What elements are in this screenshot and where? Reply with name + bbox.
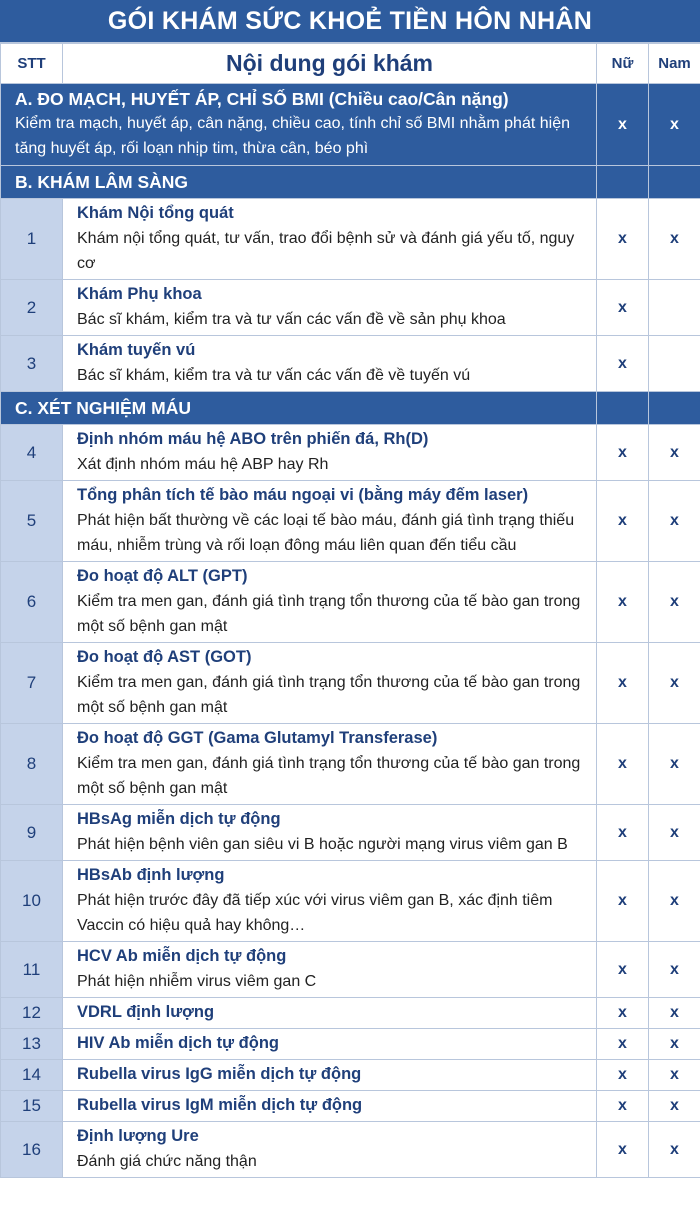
table-row — [1, 1122, 700, 1178]
row-female-mark: x — [597, 805, 649, 861]
section-a-title: A. ĐO MẠCH, HUYẾT ÁP, CHỈ SỐ BMI (Chiều cao/Cân nặng) — [15, 89, 509, 109]
row-male-mark: x — [649, 1029, 700, 1060]
row-name: HBsAb định lượng — [77, 866, 225, 884]
row-number: 9 — [1, 805, 63, 861]
row-desc: Xát định nhóm máu hệ ABP hay Rh — [77, 456, 329, 473]
row-content — [63, 425, 597, 481]
row-number: 5 — [1, 481, 63, 562]
row-male-mark: x — [649, 942, 700, 998]
row-desc: Kiểm tra men gan, đánh giá tình trạng tổn thương của tế bào gan trong một số bệnh gan mật — [77, 755, 581, 797]
row-name: Khám Nội tổng quát — [77, 204, 234, 222]
row-female-mark: x — [597, 481, 649, 562]
section-a-cell — [1, 84, 597, 166]
row-name: Rubella virus IgG miễn dịch tự động — [77, 1065, 362, 1083]
row-name: HBsAg miễn dịch tự động — [77, 810, 281, 828]
row-name: Định lượng Ure — [77, 1127, 199, 1145]
row-content — [63, 199, 597, 280]
header-female: Nữ — [597, 44, 649, 84]
row-number: 16 — [1, 1122, 63, 1178]
row-name: Đo hoạt độ ALT (GPT) — [77, 567, 248, 585]
row-name: Khám tuyến vú — [77, 341, 196, 359]
row-number: 11 — [1, 942, 63, 998]
table-row — [1, 643, 700, 724]
table-row — [1, 1029, 700, 1060]
table-row — [1, 336, 700, 392]
row-number: 8 — [1, 724, 63, 805]
row-desc: Bác sĩ khám, kiểm tra và tư vấn các vấn đề về tuyến vú — [77, 367, 471, 384]
page-title: GÓI KHÁM SỨC KHOẺ TIỀN HÔN NHÂN — [0, 0, 700, 43]
row-name: Rubella virus IgM miễn dịch tự động — [77, 1096, 363, 1114]
row-desc: Khám nội tổng quát, tư vấn, trao đổi bệnh sử và đánh giá yếu tố, nguy cơ — [77, 230, 575, 272]
row-content — [63, 942, 597, 998]
header-male: Nam — [649, 44, 700, 84]
row-name: HIV Ab miễn dịch tự động — [77, 1034, 279, 1052]
row-desc: Phát hiện bệnh viên gan siêu vi B hoặc người mạng virus viêm gan B — [77, 836, 568, 853]
header-stt: STT — [1, 44, 63, 84]
section-a-male-mark: x — [649, 84, 700, 166]
row-content — [63, 861, 597, 942]
table-row — [1, 1091, 700, 1122]
table-row — [1, 942, 700, 998]
row-female-mark: x — [597, 1122, 649, 1178]
row-male-mark: x — [649, 425, 700, 481]
row-female-mark: x — [597, 1091, 649, 1122]
table-row — [1, 1060, 700, 1091]
package-table — [0, 43, 700, 1178]
row-content — [63, 805, 597, 861]
row-female-mark: x — [597, 724, 649, 805]
table-row — [1, 280, 700, 336]
row-number: 7 — [1, 643, 63, 724]
row-number: 15 — [1, 1091, 63, 1122]
section-c-title: C. XÉT NGHIỆM MÁU — [1, 392, 597, 425]
section-c-row — [1, 392, 700, 425]
table-row — [1, 425, 700, 481]
row-number: 12 — [1, 998, 63, 1029]
row-number: 1 — [1, 199, 63, 280]
row-male-mark: x — [649, 643, 700, 724]
section-a-row — [1, 84, 700, 166]
row-content — [63, 481, 597, 562]
row-male-mark: x — [649, 861, 700, 942]
row-female-mark: x — [597, 1060, 649, 1091]
row-male-mark: x — [649, 481, 700, 562]
table-header-row — [1, 44, 700, 84]
header-content: Nội dung gói khám — [63, 44, 597, 84]
row-male-mark: x — [649, 562, 700, 643]
row-name: VDRL định lượng — [77, 1003, 215, 1021]
row-male-mark: x — [649, 199, 700, 280]
row-content — [63, 643, 597, 724]
row-content — [63, 1122, 597, 1178]
row-desc: Kiểm tra men gan, đánh giá tình trạng tổn thương của tế bào gan trong một số bệnh gan mật — [77, 674, 581, 716]
row-female-mark: x — [597, 562, 649, 643]
row-male-mark — [649, 336, 700, 392]
row-number: 2 — [1, 280, 63, 336]
row-content — [63, 1060, 597, 1091]
table-row — [1, 562, 700, 643]
table-row — [1, 861, 700, 942]
row-female-mark: x — [597, 336, 649, 392]
row-female-mark: x — [597, 199, 649, 280]
row-name: Khám Phụ khoa — [77, 285, 202, 303]
row-male-mark: x — [649, 1060, 700, 1091]
row-number: 6 — [1, 562, 63, 643]
section-b-row — [1, 166, 700, 199]
row-desc: Phát hiện trước đây đã tiếp xúc với virus viêm gan B, xác định tiêm Vaccin có hiệu quả hay không… — [77, 892, 553, 934]
row-female-mark: x — [597, 1029, 649, 1060]
row-male-mark: x — [649, 724, 700, 805]
row-male-mark: x — [649, 998, 700, 1029]
row-female-mark: x — [597, 861, 649, 942]
row-number: 10 — [1, 861, 63, 942]
section-b-male-cell — [649, 166, 700, 199]
row-male-mark: x — [649, 1122, 700, 1178]
table-row — [1, 481, 700, 562]
row-female-mark: x — [597, 425, 649, 481]
row-content — [63, 280, 597, 336]
section-a-female-mark: x — [597, 84, 649, 166]
row-male-mark — [649, 280, 700, 336]
table-row — [1, 998, 700, 1029]
row-number: 14 — [1, 1060, 63, 1091]
row-desc: Kiểm tra men gan, đánh giá tình trạng tổn thương của tế bào gan trong một số bệnh gan mật — [77, 593, 581, 635]
row-female-mark: x — [597, 998, 649, 1029]
row-male-mark: x — [649, 805, 700, 861]
row-content — [63, 1029, 597, 1060]
row-male-mark: x — [649, 1091, 700, 1122]
row-name: Định nhóm máu hệ ABO trên phiến đá, Rh(D) — [77, 430, 429, 448]
row-number: 4 — [1, 425, 63, 481]
table-row — [1, 199, 700, 280]
section-c-male-cell — [649, 392, 700, 425]
row-name: HCV Ab miễn dịch tự động — [77, 947, 287, 965]
row-desc: Phát hiện bất thường về các loại tế bào máu, đánh giá tình trạng thiếu máu, nhiễm trùng và rối loạn đông máu liên quan đến tiểu cầu — [77, 512, 575, 554]
row-content — [63, 562, 597, 643]
section-b-title: B. KHÁM LÂM SÀNG — [1, 166, 597, 199]
row-desc: Đánh giá chức năng thận — [77, 1153, 257, 1170]
row-content — [63, 724, 597, 805]
row-female-mark: x — [597, 942, 649, 998]
table-row — [1, 805, 700, 861]
row-number: 13 — [1, 1029, 63, 1060]
row-content — [63, 998, 597, 1029]
row-female-mark: x — [597, 280, 649, 336]
row-content — [63, 1091, 597, 1122]
row-female-mark: x — [597, 643, 649, 724]
row-content — [63, 336, 597, 392]
row-name: Đo hoạt độ GGT (Gama Glutamyl Transferase) — [77, 729, 438, 747]
section-b-female-cell — [597, 166, 649, 199]
row-desc: Phát hiện nhiễm virus viêm gan C — [77, 973, 317, 990]
section-a-desc: Kiểm tra mạch, huyết áp, cân nặng, chiều cao, tính chỉ số BMI nhằm phát hiện tăng huyết áp, rối loạn nhịp tim, thừa cân, béo phì — [15, 115, 570, 157]
row-name: Đo hoạt độ AST (GOT) — [77, 648, 252, 666]
row-desc: Bác sĩ khám, kiểm tra và tư vấn các vấn đề về sản phụ khoa — [77, 311, 506, 328]
row-number: 3 — [1, 336, 63, 392]
row-name: Tổng phân tích tế bào máu ngoại vi (bằng máy đếm laser) — [77, 486, 529, 504]
section-c-female-cell — [597, 392, 649, 425]
table-row — [1, 724, 700, 805]
